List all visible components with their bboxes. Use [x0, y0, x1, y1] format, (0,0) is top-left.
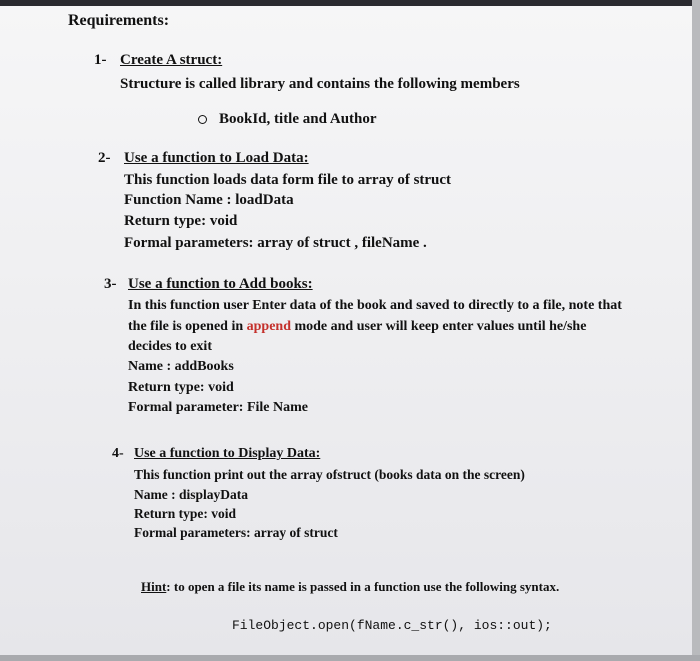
section-3-line-5: Return type: void — [128, 380, 234, 395]
section-1-number: 1- — [94, 52, 107, 68]
section-3-line-2-pre: the file is opened in — [128, 319, 247, 334]
section-3-line-2-post: mode and user will keep enter values until he/she — [290, 319, 587, 334]
right-edge — [692, 0, 700, 661]
section-2-line-4: Formal parameters: array of struct , fileName . — [124, 235, 427, 251]
section-2-line-3: Return type: void — [124, 213, 238, 229]
section-3-line-3: decides to exit — [128, 339, 212, 354]
section-3-heading: Use a function to Add books: — [128, 276, 313, 292]
section-4-heading: Use a function to Display Data: — [134, 446, 321, 461]
bullet-circle-icon — [198, 115, 207, 124]
section-4-line-1: This function print out the array ofstruct (books data on the screen) — [134, 467, 525, 482]
section-4-line-2: Name : displayData — [134, 487, 248, 502]
section-4-line-3: Return type: void — [134, 506, 236, 521]
section-4-line-4: Formal parameters: array of struct — [134, 525, 338, 540]
section-3-line-2 — [128, 318, 586, 336]
section-1-heading: Create A struct: — [120, 52, 223, 68]
bottom-edge — [0, 655, 700, 661]
code-snippet: FileObject.open(fName.c_str(), ios::out); — [232, 618, 552, 633]
append-keyword: append — [246, 319, 291, 334]
top-edge — [0, 0, 700, 6]
page-title: Requirements: — [68, 12, 170, 29]
section-1-line-1: Structure is called library and contains the following members — [120, 76, 520, 92]
hint-line — [141, 578, 559, 596]
hint-text: : to open a file its name is passed in a function use the following syntax. — [166, 579, 560, 594]
section-2-line-2: Function Name : loadData — [124, 192, 294, 208]
section-3-number: 3- — [104, 276, 117, 292]
section-3-line-1: In this function user Enter data of the book and saved to directly to a file, note that — [128, 298, 622, 313]
section-2-heading: Use a function to Load Data: — [124, 150, 309, 166]
section-1-bullet: BookId, title and Author — [219, 111, 377, 127]
section-4-number: 4- — [112, 446, 124, 461]
section-3-line-4: Name : addBooks — [128, 359, 234, 374]
section-2-line-1: This function loads data form file to array of struct — [124, 172, 452, 188]
section-2-number: 2- — [98, 150, 111, 166]
hint-label: Hint — [141, 579, 167, 594]
section-3-line-6: Formal parameter: File Name — [128, 400, 308, 415]
